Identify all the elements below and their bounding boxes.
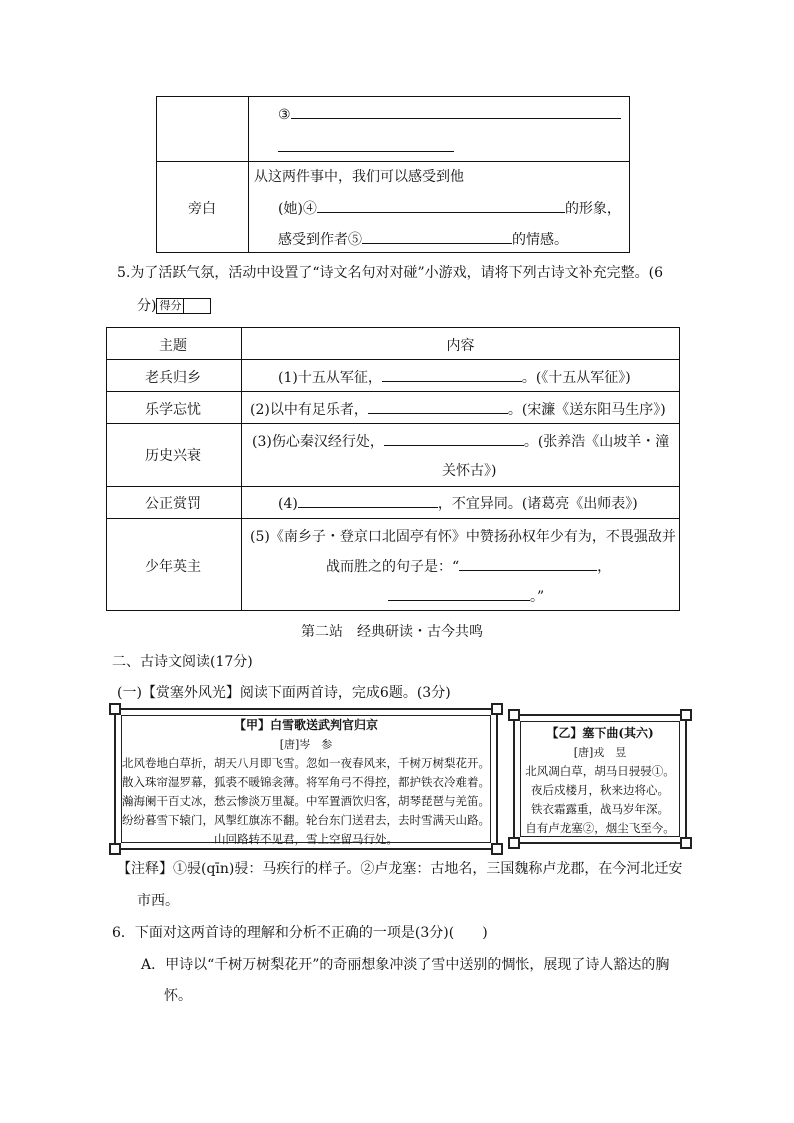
blank[interactable] (298, 493, 438, 508)
item-number: ③ (278, 107, 291, 123)
corner-ornament (491, 703, 503, 715)
content-cell-cont: 。” (388, 586, 544, 606)
corner-ornament (680, 709, 692, 721)
score-box: 得分 (156, 298, 211, 314)
content-cell: (3)伤心秦汉经行处， 。(张养浩《山坡羊・潼 (252, 431, 669, 451)
table-divider (241, 328, 242, 610)
question-5-cont: 分) 得分 (137, 295, 211, 315)
corner-ornament (109, 703, 121, 715)
poem-line: 自有卢龙塞②，烟尘飞至今。 (525, 821, 675, 835)
content-cell-cont: 战而胜之的句子是：“ ， (326, 556, 611, 576)
theme-cell: 历史兴衰 (145, 448, 201, 464)
notes: 【注释】①骎(qīn)骎：马疾行的样子。②卢龙塞：古地名，三国魏称卢龙郡，在今河北迁安 (117, 861, 683, 877)
poem-line: 北风卷地白草折，胡天八月即飞雪。忽如一夜春风来，千树万树梨花开。 (122, 756, 490, 770)
narration-line-1: 从这两件事中，我们可以感受到他 (254, 169, 464, 185)
content-cell: (4) ，不宜异同。(诸葛亮《出师表》) (278, 493, 638, 513)
theme-cell: 少年英主 (145, 559, 201, 575)
content-cell: (1)十五从军征， 。(《十五从军征》) (278, 367, 631, 387)
corner-ornament (491, 843, 503, 855)
option-a[interactable]: A．甲诗以“千树万树梨花开”的奇丽想象冲淡了雪中送别的惆怅，展现了诗人豁达的胸 (141, 957, 670, 973)
theme-cell: 公正赏罚 (145, 496, 201, 512)
table-row-divider (107, 486, 679, 487)
blank[interactable] (291, 104, 621, 119)
poem-a-title: 【甲】白雪歌送武判官归京 (233, 718, 378, 732)
theme-cell: 乐学忘忧 (145, 402, 201, 418)
notes-cont: 市西。 (137, 893, 179, 909)
theme-cell: 老兵归乡 (145, 370, 201, 386)
poem-a (120, 716, 492, 849)
content-cell-cont: 关怀古》) (442, 463, 497, 479)
table-divider (248, 97, 249, 252)
poem-line: 散入珠帘湿罗幕，狐裘不暖锦衾薄。将军角弓不得控，都护铁衣冷难着。 (122, 775, 490, 789)
corner-ornament (680, 837, 692, 849)
narration-line-2: (她)④ 的形象， (278, 198, 621, 218)
poem-b (519, 724, 681, 838)
table-divider (157, 161, 629, 162)
content-cell: (5)《南乡子・登京口北固亭有怀》中赞扬孙权年少有为，不畏强敌并 (250, 529, 676, 545)
blank[interactable] (368, 399, 508, 414)
blank[interactable] (362, 229, 512, 244)
table-row-divider (107, 359, 679, 360)
answer-line-3-cont (278, 137, 454, 156)
question-6: 6．下面对这两首诗的理解和分析不正确的一项是(3分)( ) (112, 925, 488, 941)
section-heading: 二、古诗文阅读(17分) (112, 654, 253, 670)
poem-line: 纷纷暮雪下辕门，风掣红旗冻不翻。轮台东门送君去，去时雪满天山路。 (122, 813, 490, 827)
poem-a-author: [唐]岑 参 (279, 738, 333, 751)
narration-line-3: 感受到作者⑤ 的情感。 (278, 229, 568, 249)
header-theme: 主题 (159, 338, 187, 354)
blank[interactable] (317, 198, 565, 213)
poem-b-author: [唐]戎 昱 (573, 746, 627, 759)
blank[interactable] (384, 431, 524, 446)
table-row-divider (107, 391, 679, 392)
poem-line: 瀚海阑干百丈冰，愁云惨淡万里凝。中军置酒饮归客，胡琴琵琶与羌笛。 (122, 794, 490, 808)
row-label-narration: 旁白 (188, 201, 216, 217)
corner-ornament (508, 837, 520, 849)
poem-b-title: 【乙】塞下曲(其六) (546, 726, 654, 740)
station-title: 第二站 经典研读・古今共鸣 (301, 624, 483, 640)
sub-heading: (一)【赏塞外风光】阅读下面两首诗，完成6题。(3分) (117, 685, 451, 701)
option-a-cont: 怀。 (164, 988, 192, 1004)
corner-ornament (508, 709, 520, 721)
poem-line: 夜后戍楼月，秋来边将心。 (531, 783, 669, 797)
score-field[interactable] (183, 299, 210, 313)
blank[interactable] (459, 556, 597, 571)
poem-line: 北风凋白草，胡马日骎骎①。 (525, 764, 675, 778)
question-5: 5.为了活跃气氛，活动中设置了“诗文名句对对碰”小游戏，请将下列古诗文补充完整。(6 (117, 265, 664, 281)
poem-line: 山回路转不见君，雪上空留马行处。 (214, 832, 398, 846)
poem-line: 铁衣霜露重，战马岁年深。 (531, 802, 669, 816)
table-row-divider (107, 423, 679, 424)
blank[interactable] (278, 137, 454, 152)
content-cell: (2)以中有足乐者， 。(宋濂《送东阳马生序》) (250, 399, 666, 419)
blank[interactable] (382, 367, 522, 382)
blank[interactable] (388, 586, 530, 601)
table-row-divider (107, 518, 679, 519)
answer-line-3 (278, 104, 621, 123)
header-content: 内容 (446, 338, 475, 354)
